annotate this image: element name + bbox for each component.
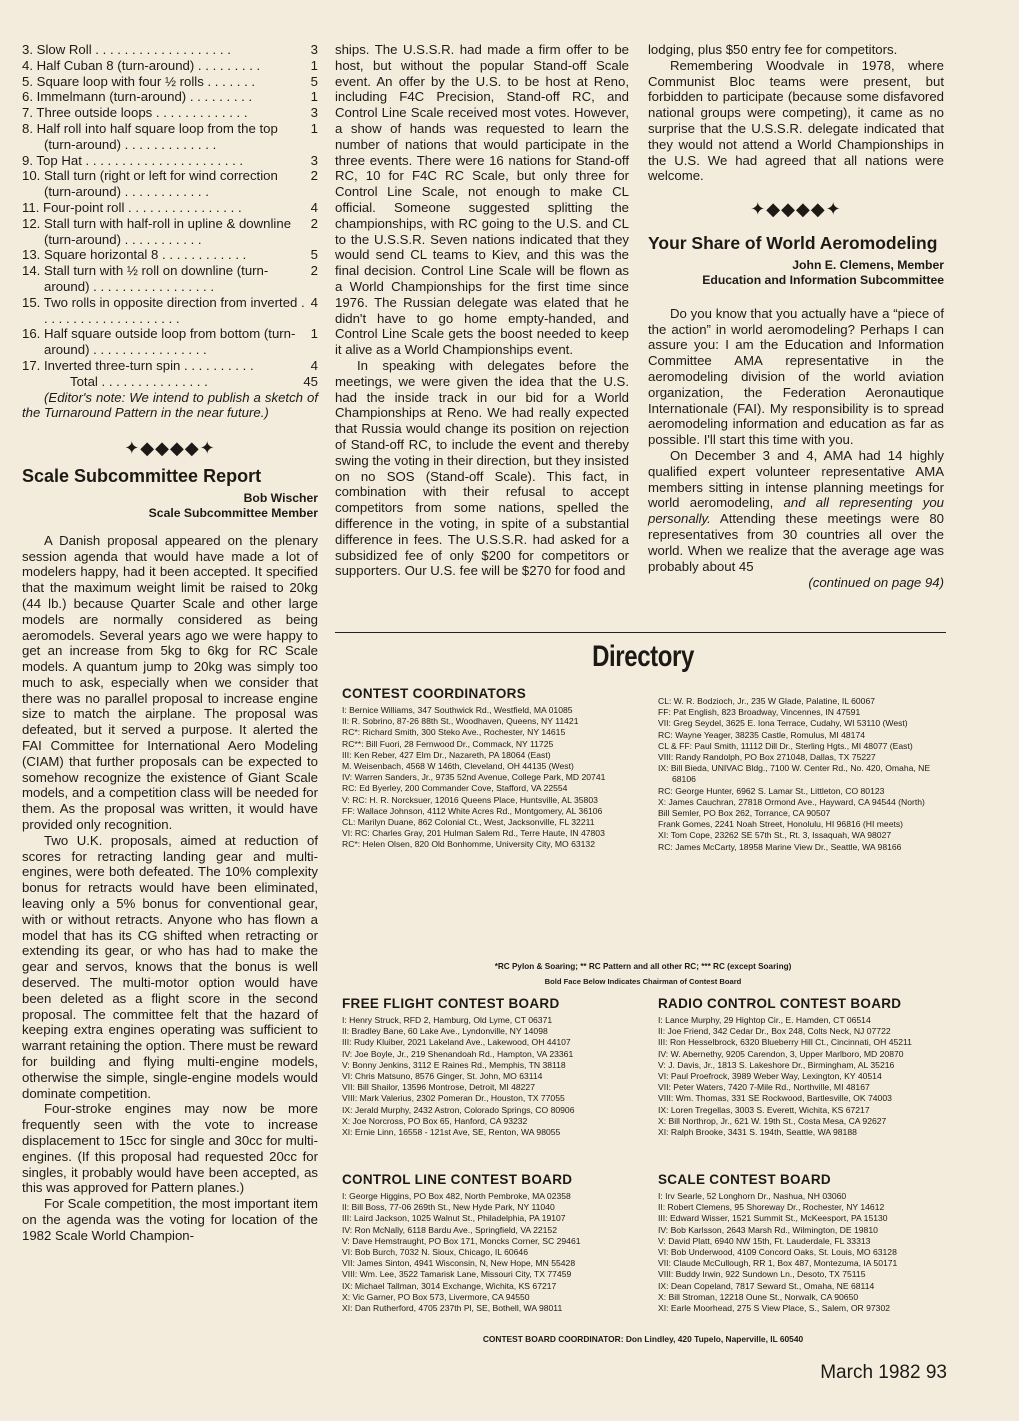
board-list — [658, 1015, 948, 1138]
column-left — [22, 42, 318, 1244]
maneuver-dots: . . . . . . . — [203, 73, 256, 89]
paragraph-text: Attending these meetings were 80 representatives from 30 countries all over the world. When we realize that the average age was probably about 45 — [648, 511, 944, 574]
maneuver-item — [22, 168, 318, 200]
page-number: 93 — [925, 1362, 947, 1383]
maneuver-dots: . . . . . . . . . . . . . . . . . — [89, 278, 215, 294]
maneuver-points: 4 — [310, 357, 318, 373]
issue-date: March 1982 — [820, 1362, 921, 1383]
maneuver-total — [22, 374, 318, 390]
maneuver-item — [22, 105, 318, 121]
board-list — [342, 1015, 650, 1138]
maneuver-label: 12. Stall turn with half-roll in upline & downline (turn-around) — [22, 215, 292, 247]
maneuver-label: 8. Half roll into half square loop from the top (turn-around) — [22, 120, 278, 152]
directory-entry: RC: George Hunter, 6962 S. Lamar St., Littleton, CO 80123 — [658, 785, 885, 796]
directory-entry: X: Bill Stroman, 12218 Oune St., Norwalk, CA 90650 — [658, 1291, 859, 1302]
directory-entry: RC: James McCarty, 18958 Marine View Dr., Seattle, WA 98166 — [658, 841, 902, 852]
maneuver-label: 4. Half Cuban 8 (turn-around) — [22, 57, 195, 73]
radio-control-board — [658, 996, 948, 1138]
maneuver-dots: . . . . . . . . . . . . . . . . — [124, 199, 242, 215]
directory-entry: CL: W. R. Bodzioch, Jr., 235 W Glade, Palatine, IL 60067 — [658, 696, 876, 706]
maneuver-points: 3 — [310, 152, 318, 168]
maneuver-item — [22, 216, 318, 248]
directory-entry: Frank Gomes, 2241 Noah Street, Honolulu, HI 96816 (HI meets) — [658, 819, 904, 830]
contest-coordinators-left — [342, 686, 650, 851]
contest-coordinators-heading: CONTEST COORDINATORS — [342, 686, 527, 701]
directory-entry: III: Rudy Kluiber, 2021 Lakeland Ave., Lakewood, OH 44107 — [342, 1037, 571, 1048]
maneuver-label: 10. Stall turn (right or left for wind correction (turn-around) — [22, 168, 278, 200]
maneuver-points: 4 — [310, 294, 318, 310]
maneuver-label: 3. Slow Roll — [22, 42, 92, 57]
directory-entry: VI: Chris Matsuno, 8576 Ginger, St. John, MO 63114 — [342, 1071, 543, 1082]
directory-entry: VII: Claude McCullough, RR 1, Box 487, Montezuma, IA 50171 — [658, 1258, 898, 1269]
maneuver-item — [22, 89, 318, 105]
maneuver-label: 14. Stall turn with ½ roll on downline (turn-around) — [22, 263, 269, 294]
article-paragraph: Remembering Woodvale in 1978, where Communist Bloc teams were present, but forbidden to participate (because some disfavored national groups were competing), it came as no surprise that the U.S.S.R. delegate indicated that they would not attend a World Championships in the U.S. We had agreed that all nations were welcome. — [648, 57, 944, 184]
directory-entry: IV: Ron McNally, 6118 Bardu Ave., Springfield, VA 22152 — [342, 1224, 557, 1235]
directory-entry: I: Henry Struck, RFD 2, Hamburg, Old Lyme, CT 06371 — [342, 1015, 553, 1025]
directory-entry: X: Joe Norcross, PO Box 65, Hanford, CA 93232 — [342, 1115, 528, 1126]
control-line-heading: CONTROL LINE CONTEST BOARD — [342, 1172, 573, 1187]
directory-entry: X: Bill Northrop, Jr., 621 W. 19th St., Costa Mesa, CA 92627 — [658, 1115, 887, 1126]
maneuver-points: 5 — [310, 73, 318, 89]
directory-entry: II: Joe Friend, 342 Cedar Dr., Box 248, Colts Neck, NJ 07722 — [658, 1026, 891, 1037]
maneuver-label: 16. Half square outside loop from bottom (turn-around) — [22, 326, 296, 358]
directory-entry: XI: Dan Rutherford, 4705 237th Pl, SE, Bothell, WA 98011 — [342, 1303, 563, 1314]
directory-entry: IX: Michael Tallman, 3014 Exchange, Wichita, KS 67217 — [342, 1280, 557, 1291]
scale-board — [658, 1172, 948, 1314]
section-divider-ornament: ✦◆◆◆◆✦ — [124, 438, 216, 459]
directory-entry: RC: Wayne Yeager, 38235 Castle, Romulus, MI 48174 — [658, 729, 866, 740]
directory-entry: XI: Ralph Brooke, 3431 S. 194th, Seattle, WA 98188 — [658, 1127, 857, 1138]
maneuver-points: 4 — [310, 199, 318, 215]
maneuver-label: 13. Square horizontal 8 — [22, 247, 159, 263]
article-paragraph: Do you know that you actually have a “piece of the action” in world aeromodeling? Perhaps I can assure you: I am the Education and Information Committee AMA representative in the aeromodeling division of the world aviation organization, the Federation Aeronautique Internationale (FAI). My responsibility is to spread aeromodeling information and education as far as possible. I'll start this time with you. — [648, 305, 944, 448]
board-list — [658, 1191, 948, 1314]
directory-entry: II: Bill Boss, 77-06 269th St., New Hyde Park, NY 11040 — [342, 1202, 555, 1213]
maneuver-points: 5 — [310, 247, 318, 263]
maneuver-item — [22, 295, 318, 327]
directory-entry: FF: Wallace Johnson, 4112 White Acres Rd., Montgomery, AL 36106 — [342, 805, 603, 816]
directory-entry: VIII: Wm. Lee, 3522 Tamarisk Lane, Missouri City, TX 77459 — [342, 1269, 572, 1280]
maneuver-points: 1 — [310, 120, 318, 136]
directory-entry: Bill Semler, PO Box 262, Torrance, CA 90507 — [658, 808, 831, 819]
directory-entry: VII: Peter Waters, 7420 7-Mile Rd., Northville, MI 48167 — [658, 1082, 870, 1093]
directory-divider — [335, 632, 946, 633]
article-paragraph: lodging, plus $50 entry fee for competitors. — [648, 42, 898, 57]
maneuver-dots: . . . . . . . . . . . . . . . . . . . . . . — [81, 152, 244, 168]
directory-entry: IV: Joe Boyle, Jr., 219 Shenandoah Rd., Hampton, VA 23361 — [342, 1048, 574, 1059]
directory-entry: IX: Jerald Murphy, 2432 Astron, Colorado Springs, CO 80906 — [342, 1104, 575, 1115]
directory-entry: IV: W. Abernethy, 9205 Carendon, 3, Upper Marlboro, MD 20870 — [658, 1048, 904, 1059]
control-line-board — [342, 1172, 650, 1314]
directory-entry: IV: Warren Sanders, Jr., 9735 52nd Avenue, College Park, MD 20741 — [342, 772, 606, 783]
directory-entry: XI: Tom Cope, 23262 SE 57th St., Rt. 3, Issaquah, WA 98027 — [658, 830, 892, 841]
article-paragraph: Two U.K. proposals, aimed at reduction of scores for retracting landing gear and multi-engines, were both defeated. The 10% complexity bonus for retracts would have been eliminated, leaving only a 5% bonus for conventional gear, with or without retracts. Anyone who has flown a model that has its CG shifted when retracting or extending its gear, or who has had to make the gear and servos, knows that the bonus is well deserved. The multi-motor option would have been deleted as a flight score in the second proposal. The committee felt that the hazard of keeping extra engines operating was sufficient to warrant retaining the option. There must be reward for building and flying multi-engine models, otherwise the simple, single-engine models would dominate competition. — [22, 832, 318, 1101]
maneuver-label: 17. Inverted three-turn spin — [22, 357, 181, 373]
maneuver-points: 2 — [310, 263, 318, 279]
maneuver-label: 15. Two rolls in opposite direction from inverted — [22, 294, 298, 310]
directory-entry: II: Bradley Bane, 60 Lake Ave., Lyndonville, NY 14098 — [342, 1026, 548, 1037]
coordinator-list — [342, 705, 650, 851]
article-paragraph: A Danish proposal appeared on the plenary session agenda that would have made a lot of modelers happy, had it been accepted. It specified that the maximum weight limit be raised to 20kg (44 lb.) because Quarter Scale and other large models are normally considered as being aeromodels. Several years ago we were happy to get an increase from 5kg to 6kg for RC Scale models. A quantum jump to 20kg was simply too much to ask, especially when we consider that there was no parallel proposal to increase engine size to match the airplane. The proposal was defeated, but it served a purpose. It alerted the FAI Committee for International Aero Modeling (CIAM) that further proposals can be expected to somehow recognize the existence of Giant Scale models, and a competition class will be needed for them. As the proposal was written, it would have provided only recognition. — [22, 532, 318, 833]
directory-entry: V: David Platt, 6940 NW 15th, Ft. Lauderdale, FL 33313 — [658, 1235, 871, 1246]
maneuver-dots: . . . . . . . . . . . . — [158, 247, 247, 263]
continued-note: (continued on page 94) — [808, 575, 944, 591]
total-value: 45 — [303, 373, 318, 389]
maneuver-dots: . . . . . . . . . . . . . . . . — [89, 342, 207, 358]
maneuver-points: 2 — [310, 168, 318, 184]
directory-entry: X: James Cauchran, 27818 Ormond Ave., Hayward, CA 94544 (North) — [658, 796, 925, 807]
maneuver-label: 11. Four-point roll — [22, 199, 125, 215]
total-label: Total — [70, 373, 98, 389]
maneuver-label: 6. Immelmann (turn-around) — [22, 89, 187, 105]
article-paragraph — [648, 448, 944, 574]
directory-entry: RC*: Richard Smith, 300 Steko Ave., Rochester, NY 14615 — [342, 727, 566, 738]
maneuver-item — [22, 326, 318, 358]
directory-entry: II: Robert Clemens, 95 Shoreway Dr., Rochester, NY 14612 — [658, 1202, 885, 1213]
directory-entry: VI: Paul Proefrock, 3989 Weber Way, Lexington, KY 40514 — [658, 1071, 882, 1082]
maneuver-dots: . . . . . . . . . . — [180, 357, 254, 373]
free-flight-heading: FREE FLIGHT CONTEST BOARD — [342, 996, 560, 1011]
maneuver-dots: . . . . . . . . . . . . . . . . . . . — [91, 42, 231, 57]
maneuver-label: 9. Top Hat — [22, 152, 82, 168]
board-list — [342, 1191, 650, 1314]
maneuver-item — [22, 358, 318, 374]
directory-entry: III: Laird Jackson, 1025 Walnut St., Philadelphia, PA 19107 — [342, 1213, 566, 1224]
directory-entry: IX: Loren Tregellas, 3003 S. Everett, Wichita, KS 67217 — [658, 1104, 870, 1115]
directory-entry: VIII: Randy Randolph, PO Box 271048, Dallas, TX 75227 — [658, 752, 876, 763]
directory-entry: CL: Marilyn Duane, 862 Colonial Ct., West, Jacksonville, FL 32211 — [342, 817, 595, 828]
maneuver-item — [22, 74, 318, 90]
column-right — [648, 42, 944, 604]
maneuver-dots: . . . . . . . . . — [194, 57, 261, 73]
directory-section — [335, 640, 951, 1344]
directory-entry: V: RC: H. R. Norcksuer, 12016 Queens Place, Huntsville, AL 35803 — [342, 794, 598, 805]
maneuver-item — [22, 42, 318, 58]
paragraph-emphasis: and all representing you personally. — [648, 495, 944, 527]
directory-entry: RC: Ed Byerley, 200 Commander Cove, Stafford, VA 22554 — [342, 783, 568, 794]
directory-entry: VIII: Mark Valerius, 2302 Pomeran Dr., Houston, TX 77055 — [342, 1093, 565, 1104]
directory-entry: M. Weisenbach, 4568 W 146th, Cleveland, OH 44135 (West) — [342, 761, 574, 772]
maneuver-points: 1 — [310, 326, 318, 342]
maneuver-item — [22, 247, 318, 263]
directory-entry: IX: Bill Bieda, UNIVAC Bldg., 7100 W. Center Rd., No. 420, Omaha, NE 68106 — [658, 763, 931, 785]
directory-entry: FF: Pat English, 823 Broadway, Vincennes, IN 47591 — [658, 707, 861, 718]
directory-entry: VIII: Wm. Thomas, 331 SE Rockwood, Bartlesville, OK 74003 — [658, 1093, 892, 1104]
directory-entry: RC*: Helen Olsen, 820 Old Bonhomme, University City, MO 63132 — [342, 839, 595, 850]
directory-entry: I: Bernice Williams, 347 Southwick Rd., Westfield, MA 01085 — [342, 705, 573, 715]
directory-entry: V: Bonny Jenkins, 3112 E Raines Rd., Memphis, TN 38118 — [342, 1059, 566, 1070]
byline-role: Scale Subcommittee Member — [148, 505, 318, 520]
directory-entry: VII: Bill Shailor, 13596 Montrose, Detroit, MI 48227 — [342, 1082, 535, 1093]
maneuver-dots: . . . . . . . . . . . . — [120, 184, 209, 200]
maneuver-label: 5. Square loop with four ½ rolls — [22, 73, 204, 89]
editors-note: (Editor's note: We intend to publish a sketch of the Turnaround Pattern in the near future.) — [22, 389, 318, 421]
world-aeromodeling-title: Your Share of World Aeromodeling — [648, 232, 938, 253]
maneuver-item — [22, 121, 318, 153]
directory-entry: III: Ken Reber, 427 Elm Dr., Nazareth, PA 18064 (East) — [342, 749, 551, 760]
paragraph-text: On December 3 and 4, AMA had 14 highly qualified expert volunteer representative AMA members sitting in intense planning meetings for world aeromodeling, — [648, 447, 944, 511]
maneuver-dots: . . . . . . . . . — [186, 89, 253, 105]
share-byline — [648, 258, 944, 288]
article-paragraph: ships. The U.S.S.R. had made a firm offer to be host, but without the popular Stand-off Scale event. An offer by the U.S. to be host at Reno, including F4C Precision, Stand-off RC, and Control Line Scale received most votes. However, a show of hands was requested to learn the number of nations that would participate in the three events. There were 16 nations for Stand-off RC, 10 for F4C RC Scale, but only three for Control Line Scale, not enough to make CL official. Someone suggested splitting the championships, with RC going to the U.S. and CL to the U.S.S.R. Seven nations indicated that they would send CL teams to Kiev, and this was the final decision. Control Line Scale will be flown as a World Championships for the first time since 1976. The Russian delegate was elated that he didn't have to go home empty-handed, and Control Line Scale gets the boost needed to keep it alive as a World Championships event. — [335, 42, 629, 358]
maneuver-item — [22, 263, 318, 295]
directory-entry: IX: Dean Copeland, 7817 Seward St., Omaha, NE 68114 — [658, 1280, 875, 1291]
directory-entry: XI: Ernie Linn, 16558 - 121st Ave, SE, Renton, WA 98055 — [342, 1127, 561, 1138]
contest-coordinators-right — [658, 696, 948, 853]
directory-entry: III: Edward Wisser, 1521 Summit St., McKeesport, PA 15130 — [658, 1213, 888, 1224]
article-paragraph: For Scale competition, the most important item on the agenda was the voting for location of the 1982 Scale World Champion- — [22, 1196, 318, 1243]
maneuver-points: 1 — [310, 57, 318, 73]
directory-entry: IV: Bob Karlsson, 2643 Marsh Rd., Wilmington, DE 19810 — [658, 1224, 878, 1235]
directory-entry: XI: Earle Moorhead, 275 S View Place, S., Salem, OR 97302 — [658, 1303, 890, 1314]
maneuver-dots: . . . . . . . . . . . — [120, 231, 202, 247]
maneuver-points: 2 — [310, 215, 318, 231]
directory-entry: I: Irv Searle, 52 Longhorn Dr., Nashua, NH 03060 — [658, 1191, 847, 1201]
directory-entry: VI: Bob Underwood, 4109 Concord Oaks, St. Louis, MO 63128 — [658, 1247, 897, 1258]
directory-entry: RC**: Bill Fuori, 28 Fernwood Dr., Commack, NY 11725 — [342, 738, 554, 749]
scale-subcommittee-title: Scale Subcommittee Report — [22, 465, 262, 486]
directory-entry: II: R. Sobrino, 87-26 88th St., Woodhaven, Queens, NY 11421 — [342, 716, 579, 727]
free-flight-board — [342, 996, 650, 1138]
directory-entry: VI: RC: Charles Gray, 201 Hulman Salem Rd., Terre Haute, IN 47803 — [342, 828, 605, 839]
maneuver-dots: . . . . . . . . . . . . . . . . . . . . — [44, 294, 305, 326]
maneuver-points: 3 — [310, 105, 318, 121]
page-edge — [1019, 0, 1033, 1421]
scale-byline — [22, 491, 318, 521]
directory-footnote: *RC Pylon & Soaring; ** RC Pattern and all other RC; *** RC (except Soaring) — [494, 962, 792, 971]
column-middle — [335, 42, 629, 579]
byline-name: Bob Wischer — [243, 490, 318, 505]
maneuver-item — [22, 153, 318, 169]
byline-name: John E. Clemens, Member — [792, 257, 944, 272]
directory-footnote-chairman: Bold Face Below Indicates Chairman of Contest Board — [544, 977, 742, 986]
total-dots: . . . . . . . . . . . . . . . — [97, 373, 208, 389]
byline-role: Education and Information Subcommittee — [702, 272, 944, 287]
maneuver-label: 7. Three outside loops — [22, 105, 153, 121]
directory-entry: VI: Bob Burch, 7032 N. Sioux, Chicago, IL 60646 — [342, 1247, 528, 1258]
maneuver-points: 3 — [310, 42, 318, 57]
directory-entry: V: Dave Hemstraught, PO Box 171, Moncks Corner, SC 29461 — [342, 1235, 581, 1246]
directory-entry: X: Vic Garner, PO Box 573, Livermore, CA 94550 — [342, 1291, 530, 1302]
section-divider-ornament: ✦◆◆◆◆✦ — [750, 199, 842, 220]
directory-title: Directory — [592, 640, 694, 673]
directory-entry: VII: James Sinton, 4941 Wisconsin, N, New Hope, MN 55428 — [342, 1258, 576, 1269]
article-paragraph: In speaking with delegates before the meetings, we were given the idea that the U.S. had the inside track in our bid for a World Championships at Reno. We had really expected that Russia would change its position on rejection of Stand-off RC, to include the event and thereby swing the voting in their direction, but they insisted on no SOS (Stand-off Scale). This fact, in combination with their refusal to accept competitors from some nations, spelled the difference in the voting, in spite of a substantial difference in fees. The U.S.S.R. had asked for a subsidized fee of only $200 for competitors or supporters. Our U.S. fee will be $270 for food and — [335, 357, 629, 579]
directory-entry: VIII: Buddy Irwin, 922 Sundown Ln., Desoto, TX 75115 — [658, 1269, 866, 1280]
maneuver-points: 1 — [310, 89, 318, 105]
scale-heading: SCALE CONTEST BOARD — [658, 1172, 831, 1187]
page-footer — [820, 1362, 947, 1384]
maneuver-item — [22, 58, 318, 74]
directory-entry: VII: Greg Seydel, 3625 E. Iona Terrace, Cudahy, WI 53110 (West) — [658, 718, 908, 729]
coordinator-list — [658, 696, 948, 853]
maneuver-dots: . . . . . . . . . . . . . — [152, 105, 248, 121]
article-paragraph: Four-stroke engines may now be more frequently seen with the vote to increase displacement to 15cc for single and 30cc for multi-engines. (If this proposal had requested 20cc for singles, it probably would have been accepted, as this was approved for Pattern planes.) — [22, 1101, 318, 1196]
maneuver-item — [22, 200, 318, 216]
radio-control-heading: RADIO CONTROL CONTEST BOARD — [658, 996, 902, 1011]
directory-entry: V: J. Davis, Jr., 1813 S. Lakeshore Dr., Birmingham, AL 35216 — [658, 1059, 895, 1070]
directory-entry: CL & FF: Paul Smith, 11112 Dill Dr., Sterling Hgts., MI 48077 (East) — [658, 740, 913, 751]
maneuver-list — [22, 42, 318, 374]
maneuver-dots: . . . . . . . . . . . . . — [120, 136, 217, 152]
board-coordinator: CONTEST BOARD COORDINATOR: Don Lindley, 420 Tupelo, Naperville, IL 60540 — [482, 1334, 804, 1344]
directory-entry: I: Lance Murphy, 29 Hightop Cir., E. Hamden, CT 06514 — [658, 1015, 871, 1025]
directory-entry: I: George Higgins, PO Box 482, North Pembroke, MA 02358 — [342, 1191, 571, 1201]
directory-entry: III: Ron Hesselbrock, 6320 Blueberry Hill Ct., Cincinnati, OH 45211 — [658, 1037, 912, 1048]
